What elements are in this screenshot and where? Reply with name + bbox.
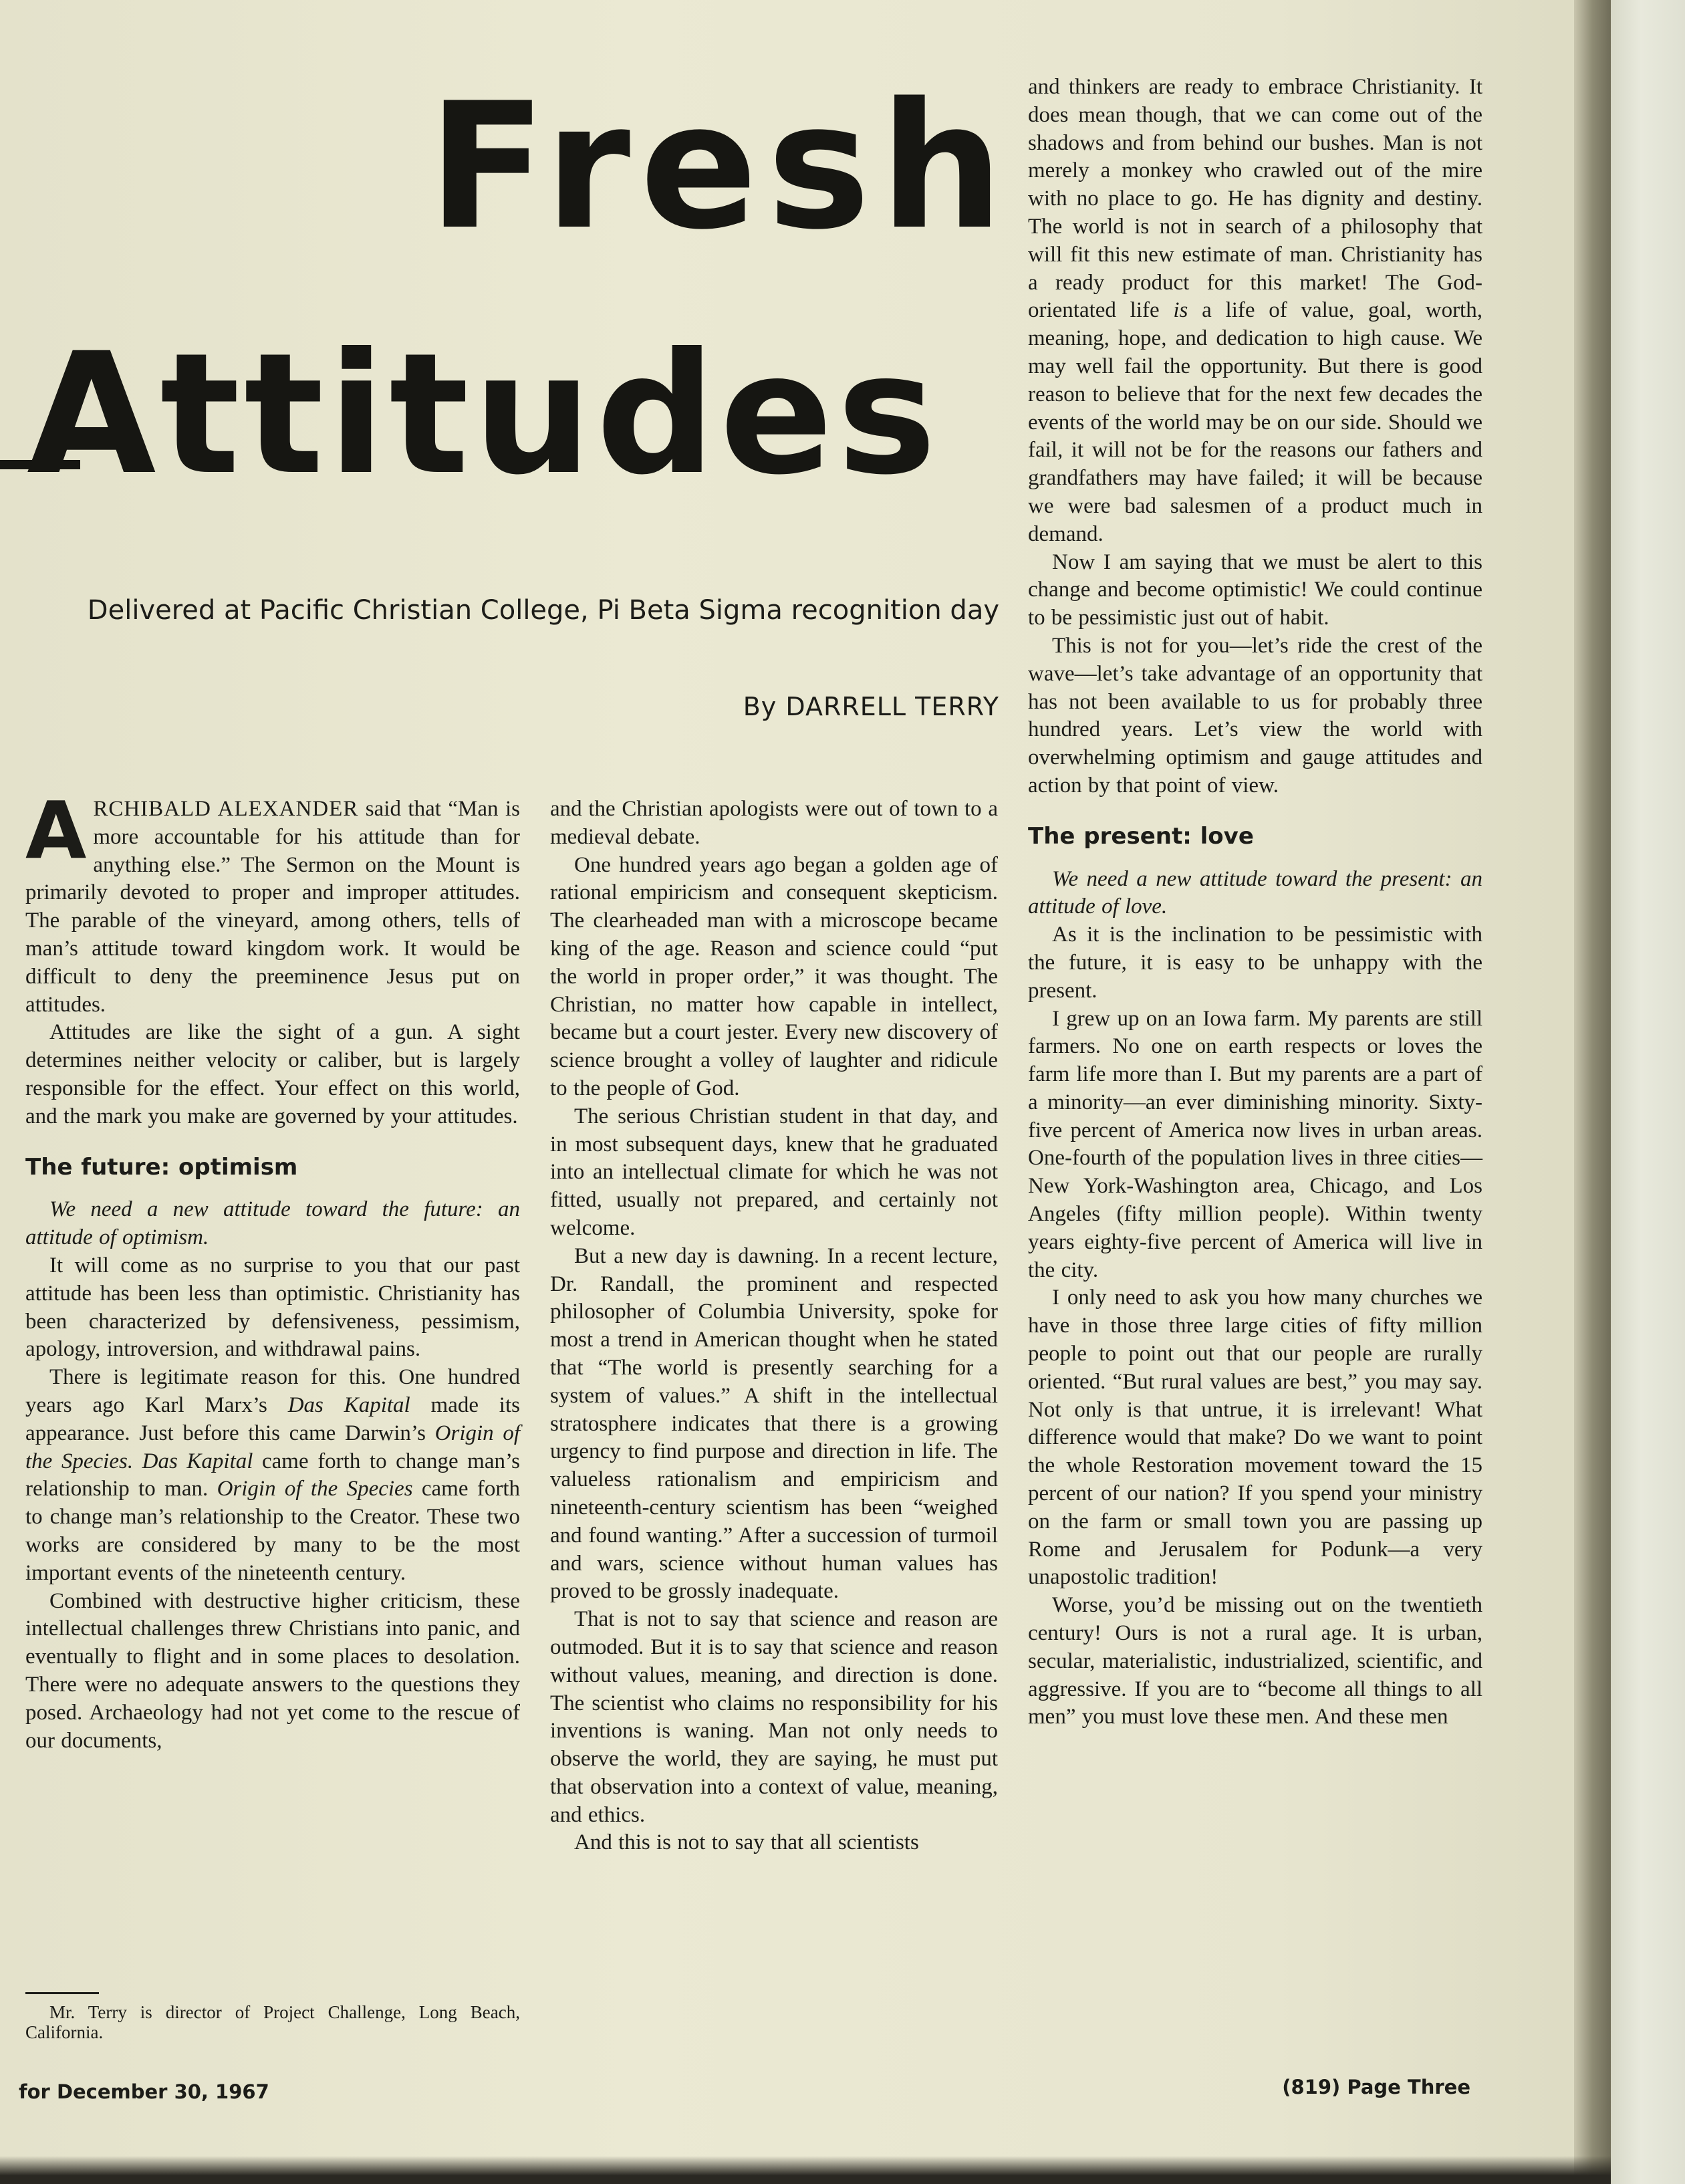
text: came forth to change man’s relationship to man. [25, 1449, 520, 1501]
paragraph: I only need to ask you how many churches we have in those three large cities of fifty million people to point out that our people are rurally oriented. “But rural values are best,” you may say. Not only is that untrue, it is irrelevant! What difference would that make? Do we want to point the whole Restoration movement toward the 15 percent of our nation? If you spend your ministry on the farm or small town you are passing up Rome and Jerusalem for Podunk—a very unapostolic tradition! [1028, 1286, 1482, 1590]
paragraph [1028, 74, 1482, 549]
section-heading: The present: love [1028, 822, 1254, 850]
drop-cap: A [25, 784, 87, 876]
paragraph: But a new day is dawning. In a recent lecture, Dr. Randall, the prominent and respected philosopher of Columbia University, spoke for most a trend in American thought when he stated that “The world is presently searching for a system of values.” A shift in the intellectual stratosphere indicates that there is a growing urgency to find purpose and direction in life. The valueless rationalism and empiricism and nineteenth-century scientism has been “weighed and found wanting.” After a succession of turmoil and wars, science without human values has proved to be grossly inadequate. [550, 1243, 998, 1604]
footnote: Mr. Terry is director of Project Challenge, Long Beach, California. [25, 2002, 520, 2042]
binding-shadow [1574, 0, 1611, 2184]
paragraph: This is not for you—let’s ride the crest of the wave—let’s take advantage of an opportunity that has not been available to us for probably three hundred years. Let’s view the world with overwhelming optimism and gauge attitudes and action by that point of view. [1028, 633, 1482, 798]
section-heading: The future: optimism [25, 1153, 298, 1181]
text: made its appearance. Just before this came Darwin’s [25, 1392, 520, 1445]
issue-date: for December 30, 1967 [19, 2080, 269, 2103]
paragraph: It will come as no surprise to you that our past attitude has been less than optimistic. Christianity has been characterized by defensiveness, pessimism, apology, introversion, and withdrawal pains. [25, 1253, 520, 1362]
title-line-1: Fresh [428, 66, 1013, 268]
scan-bottom-shadow [0, 2156, 1611, 2184]
paragraph: and the Christian apologists were out of town to a medieval debate. [550, 797, 998, 849]
text: said that “Man is more accountable for his attitude than for anything else.” The Sermon on the Mount is primarily devoted to proper and improper attitudes. The parable of the vineyard, among others, tells of man’s attitude toward kingdom work. It would be difficult to deny the preeminence Jesus put on attitudes. [25, 797, 521, 1017]
section-lead: We need a new attitude toward the future: an attitude of optimism. [25, 1197, 520, 1250]
book-title: Das Kapital [287, 1392, 410, 1417]
paragraph: The serious Christian student in that day, and in most subsequent days, knew that he graduated into an intellectual climate for which he was not fitted, usually not prepared, and certainly not welcome. [550, 1104, 998, 1240]
paragraph: That is not to say that science and reason are outmoded. But it is to say that science and reason without values, meaning, and direction is done. The scientist who claims no responsibility for his inventions is waning. Man not only needs to observe the world, they are saying, he must put that observation into a context of value, meaning, and ethics. [550, 1607, 998, 1827]
paragraph [25, 784, 521, 1019]
subtitle: Delivered at Pacific Christian College, Pi Beta Sigma recognition day [87, 595, 999, 626]
column-2 [550, 796, 998, 1857]
text [133, 1449, 142, 1473]
page-number: (819) Page Three [1282, 2076, 1470, 2098]
paragraph: Combined with destructive higher criticism, these intellectual challenges threw Christians into panic, and eventually to flight and in some places to desolation. There were no adequate answers to the questions they posed. Archaeology had not yet come to the rescue of our documents, [25, 1588, 520, 1753]
text: came forth to change man’s relationship to the Creator. These two works are considered by many to be the most important events of the nineteenth century. [25, 1477, 520, 1585]
title-line-2: Attitudes [27, 317, 940, 511]
emphasis: is [1173, 298, 1188, 323]
paragraph: And this is not to say that all scientists [574, 1830, 919, 1855]
byline: By DARRELL TERRY [743, 692, 999, 721]
paragraph: Worse, you’d be missing out on the twentieth century! Ours is not a rural age. It is urban, secular, materialistic, industrialized, scientific, and aggressive. If you are to “become all things to all men” you must love these men. And these men [1028, 1593, 1482, 1729]
next-page-edge [1611, 0, 1685, 2184]
paragraph: As it is the inclination to be pessimistic with the future, it is easy to be unhappy with the present. [1028, 923, 1482, 1003]
paragraph: One hundred years ago began a golden age of rational empiricism and consequent skepticism. The clearheaded man with a microscope became king of the age. Reason and science could “put the world in proper order,” it was thought. The Christian, no matter how capable in intellect, became but a court jester. Every new discovery of science brought a volley of laughter and ridicule to the people of God. [550, 852, 998, 1100]
section-lead: We need a new attitude toward the present: an attitude of love. [1028, 866, 1482, 919]
column-3 [1028, 74, 1482, 1731]
paragraph: Now I am saying that we must be alert to this change and become optimistic! We could continue to be pessimistic just out of habit. [1028, 550, 1482, 630]
text: and thinkers are ready to embrace Christianity. It does mean though, that we can come out of the shadows and from behind our bushes. Man is not merely a monkey who crawled out of the mire with no place to go. He has dignity and destiny. The world is not in search of a philosophy that will fit this new estimate of man. Christianity has a ready product for this market! The God-orientated life [1028, 75, 1482, 323]
book-title: Origin of the Species [217, 1477, 413, 1501]
text: a life of value, goal, worth, meaning, hope, and dedication to high cause. We may well fail the opportunity. But there is good reason to believe that for the next few decades the events of the world may be on our side. Should we fail, it will not be for the reasons our fathers and grandfathers may have failed; it will be because we were bad salesmen of a product much in demand. [1028, 298, 1482, 546]
text: There is legitimate reason for this. One hundred years ago Karl Marx’s [25, 1365, 520, 1417]
lead-caps: RCHIBALD ALEXANDER [93, 797, 359, 821]
paragraph: Attitudes are like the sight of a gun. A sight determines neither velocity or caliber, but is largely responsible for the effect. Your effect on this world, and the mark you make are governed by your attitudes. [25, 1020, 520, 1128]
paragraph [25, 1364, 520, 1587]
book-title: Origin of the Species. [25, 1421, 521, 1473]
book-title: Das Kapital [142, 1449, 253, 1473]
column-1 [25, 784, 521, 1755]
footnote-rule [25, 1992, 99, 1994]
paragraph: I grew up on an Iowa farm. My parents are still farmers. No one on earth respects or loves the farm life more than I. But my parents are a part of a minority—an ever diminishing minority. Sixty-five percent of America now lives in urban areas. One-fourth of the population lives in three cities—New York-Washington area, Chicago, and Los Angeles (fifty million people). Within twenty years eighty-five percent of America will live in the city. [1028, 1006, 1482, 1282]
